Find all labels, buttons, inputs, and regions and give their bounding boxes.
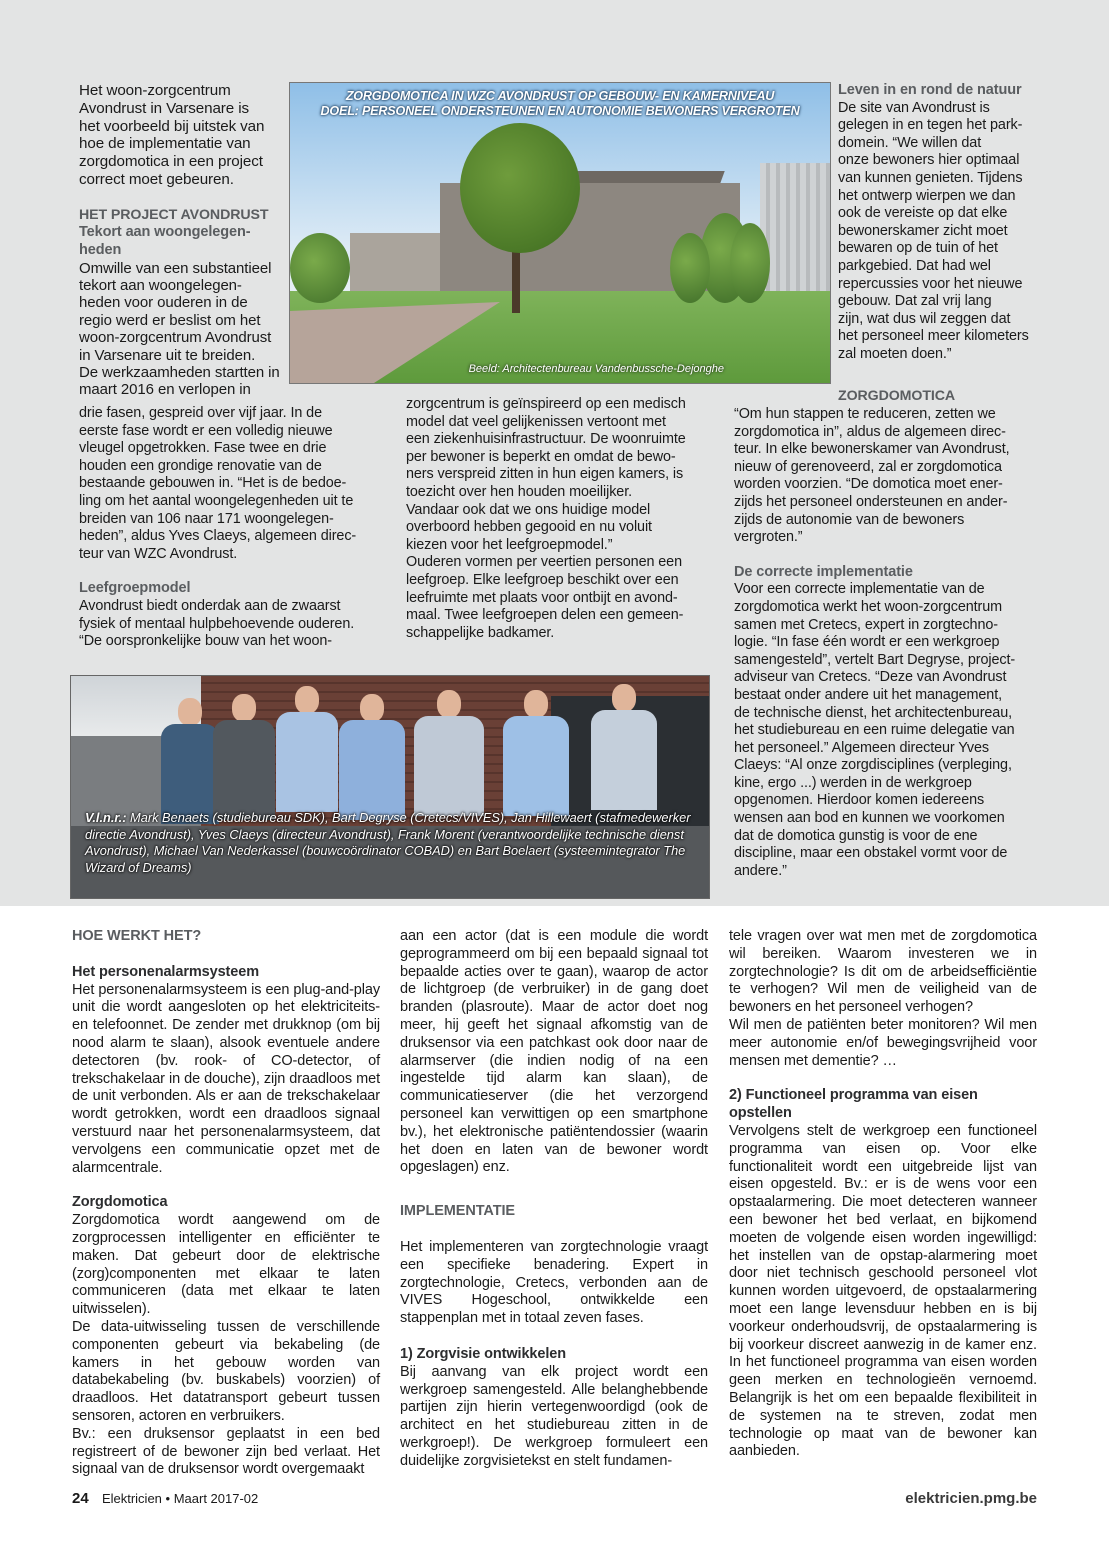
intro-paragraph-2: drie fasen, gespreid over vijf jaar. In de eerste fase wordt er een volledig nieuwe vleugel opgetrokken. Fase twee en drie houden een grondige renovatie van de bestaande gebouwen in. “Het is de bedoe- ling om het aantal woongelegenheden uit te breiden van 106 naar 171 woongelegen- heden”, aldus Yves Claeys, algemeen direc- teur van WZC Avondrust. Leefgroepmodel Avondrust biedt onderdak aan de zwaarst fysiek of mentaal hulpbehoevende ouderen. “De oorspronkelijke bouw van het woon- — [79, 405, 379, 651]
middle-paragraph: zorgcentrum is geïnspireerd op een medisch model dat veel gelijkenissen vertoont met een ziekenhuisinfrastructuur. De woonruimte per bewoner is beperkt en omdat de bewo- ners verspreid zitten in hun eigen kamers, is toezicht over hen houden moeilijker. Vandaar ook dat we ons huidige model overboord hebben gegooid en nu voluit kiezen voor het leefgroepmodel.” Ouderen vormen per veertien personen een leefgroep. Elke leefgroep beschikt over een leefruimte met plaats voor ontbijt en avond- maal. Twee leefgroepen delen een gemeen- schappelijke badkamer. — [406, 396, 686, 641]
section-heading-hoe-werkt-het: HOE WERKT HET? — [72, 928, 202, 944]
photo-caption: V.l.n.r.: Mark Benaets (studiebureau SDK), Bart Degryse (Cretecs/VIVES), Jan Hillewaert (stafmedewerker directie Avondrust), Yves Claeys (directeur Avondrust), Frank Morent (verantwoordelijke technische dienst Avondrust), Michael Van Nederkassel (bouwcoördinator COBAD) en Bart Boelaert (systeemintegrator The Wizard of Dreams) — [85, 810, 691, 875]
lead-paragraph: Het woon-zorgcentrum Avondrust in Varsenare is het voorbeeld bij uitstek van hoe de implementatie van zorgdomotica in een project correct moet gebeuren. — [79, 82, 265, 188]
bottom-column-3: tele vragen over wat men met de zorgdomotica wil bereiken. Waarom investeren we in zorgtechnologie? Is dit om de arbeidsefficiëntie te verhogen? Wil men de veiligheid van de bewoners en het personeel verhogen? Wil men de patiënten beter monitoren? Wil men meer autonomie en/of bewegingsvrijheid voor mensen met dementie? … 2) Functioneel programma van eisen opstellen Vervolgens stelt de werkgroep een functioneel programma van eisen op. Voor elke functionaliteit wordt een uitgebreide lijst van eisen opgesteld. Bv.: er is de wens voor een opstaalarmering. Die moet detecteren wanneer een bewoner het bed verlaat, en bijkomend moeten de volgende eisen worden ingewilligd: het instellen van de opstap-alarmering moet door niet technisch geschoold personeel vlot kunnen worden uitgevoerd, de opstaalarmering moet een lange levensduur hebben en is bij voorkeur onderhoudsvrij, de opstaalarmering is bij voorkeur discreet aanwezig in de kamer enz. In het functioneel programma van eisen worden geen merken en technologieën vernoemd. Belangrijk is het om een bepaalde flexibiliteit in de systemen na te streven, zodat men technologie op maat van de bewoner kan aanbieden. — [729, 928, 1037, 1460]
right-column: “Om hun stappen te reduceren, zetten we zorgdomotica in”, aldus de algemeen direc- teur. In elke bewonerskamer van Avondrust, nieuw of gerenoveerd, zal er zorgdomotica worden voorzien. “De domotica moet ener- zijds het personeel ondersteunen en ander- zijds de autonomie van de bewoners vergroten.” De correcte implementatie Voor een correcte implementatie van de zorgdomotica werkt het woon-zorgcentrum samen met Cretecs, expert in zorgtechno- logie. “In fase één wordt er een werkgroep samengesteld”, vertelt Bart Degryse, project- adviseur van Cretecs. “Deze van Avondrust bestaat onder andere uit het management, de technische dienst, het architectenbureau, het studiebureau en een ruime delegatie van het personeel.” Algemeen directeur Yves Claeys: “Al onze zorgdisciplines (verpleging, kine, ergo ...) werden in de werkgroep opgenomen. Hierdoor komen iedereens wensen aan bod en kunnen we voorkomen dat de domotica gunstig is voor de ene discipline, maar een obstakel vormt voor de andere.” — [734, 406, 1034, 880]
sub-heading-functioneel: 2) Functioneel programma van eisen opstellen — [729, 1087, 978, 1122]
page-footer-left: 24 Elektricien • Maart 2017-02 — [72, 1490, 259, 1507]
section-heading-implementatie: IMPLEMENTATIE — [400, 1203, 515, 1220]
intro-paragraph: Omwille van een substantieel tekort aan woongelegen- heden voor ouderen in de regio werd er beslist om het woon-zorgcentrum Avondrust in Varsenare uit te breiden. De werkzaamheden startten in maart 2016 en verlopen in — [79, 259, 280, 399]
sub-heading-implementatie: De correcte implementatie — [734, 563, 913, 580]
render-title: ZORGDOMOTICA IN WZC AVONDRUST OP GEBOUW- EN KAMERNIVEAU DOEL: PERSONEEL ONDERSTEUNEN EN AUTONOMIE BEWONERS VERGROTEN — [320, 89, 800, 118]
sub-heading-leefgroep: Leefgroepmodel — [79, 580, 191, 597]
bottom-column-2: aan een actor (dat is een module die wordt geprogrammeerd om bij een bepaald signaal tot bepaalde acties over te gaan), waarop de actor de lichtgroep (de verbruiker) in de gang doet branden (plasroute). Maar de actor doet nog meer, hij geeft het signaal afkomstig van de druksensor via een patchkast ook door naar de alarmserver (die indien nodig of na een ingestelde tijd alarm kan slaan), de communicatieserver (die het verzorgend personeel kan verwittigen op een smartphone bv.), het elektronische patiëntendossier (waarin het doen en laten van de bewoner wordt opgeslagen) enz. IMPLEMENTATIE Het implementeren van zorgtechnologie vraagt een specifieke benadering. Expert in zorgtechnologie, Cretecs, verbonden aan de VIVES Hogeschool, ontwikkelde een stappenplan met in totaal zeven fases. 1) Zorgvisie ontwikkelen Bij aanvang van elk project wordt een werkgroep samengesteld. Alle belanghebbende partijen zijn hierin vertegenwoordigd (ook de architect en het studiebureau zitten in de werkgroep!). De werkgroep formuleert een duidelijke zorgvisietekst en stelt fundamen- — [400, 928, 708, 1469]
section-heading: HET PROJECT AVONDRUST — [79, 206, 269, 223]
architectural-render — [289, 82, 831, 384]
image-credit: Beeld: Architectenbureau Vandenbussche-Dejonghe — [468, 363, 724, 375]
sub-heading: Tekort aan woongelegen- — [79, 224, 251, 241]
right-top-column: Leven in en rond de natuur De site van Avondrust is gelegen in en tegen het park- domein. “We willen dat onze bewoners hier optimaal van kunnen genieten. Tijdens het ontwerp wierpen we dan ook de vereiste op dat elke bewonerskamer zicht moet bewaren op de tuin of het parkgebied. Dat had wel repercussies voor het nieuwe gebouw. Dat zal vrij lang zijn, wat dus wil zeggen dat het personeel meer kilometers zal moeten doen.” — [838, 82, 1038, 364]
sub-heading-personenalarm: Het personenalarmsysteem — [72, 963, 259, 980]
sub-heading-natuur: Leven in en rond de natuur — [838, 82, 1022, 98]
tree-image — [460, 123, 580, 253]
issue-label: Maart 2017-02 — [173, 1491, 259, 1506]
bottom-column-1: HOE WERKT HET? Het personenalarmsysteem Het personenalarmsysteem is een plug-and-play unit die wordt aangesloten op het elektriciteits- en telefoonnet. De zender met drukknop (om bij nood alarm te slaan), alsook eventuele andere detectoren (bv. rook- of CO-detector, of trekschakelaar in de douche), zijn draadloos met de unit verbonden. Als er aan de trekschakelaar wordt getrokken, wordt een draadloos signaal verstuurd naar het personenalarmsysteem, dat vervolgens een communicatie opzet met de alarmcentrale. Zorgdomotica Zorgdomotica wordt aangewend om de zorgprocessen intelligenter en efficiënter te maken. Dat gebeurt door de elektrische (zorg)componenten met elkaar te laten communiceren (data met elkaar te laten uitwisselen). De data-uitwisseling tussen de verschillende componenten gebeurt via bekabeling (de kamers in het gebouw worden van databekabeling (bv. buskabels) voorzien) of draadloos. Het datatransport gebeurt tussen sensoren, actoren en verbruikers. Bv.: een druksensor geplaatst in een bed registreert of de bewoner zijn bed verlaat. Het signaal van de druksensor wordt overgemaakt — [72, 928, 380, 1478]
site-url-link[interactable]: elektricien.pmg.be — [905, 1490, 1037, 1507]
group-photo — [70, 675, 710, 899]
intro-lead: Het woon-zorgcentrum Avondrust in Varsenare is het voorbeeld bij uitstek van hoe de implementatie van zorgdomotica in een project correct moet gebeuren. HET PROJECT AVONDRUST Tekort aan woongelegen- heden Omwille van een substantieel tekort aan woongelegen- heden voor ouderen in de regio werd er beslist om het woon-zorgcentrum Avondrust in Varsenare uit te breiden. De werkzaamheden startten in maart 2016 en verlopen in — [79, 82, 289, 399]
sub-heading-zorgvisie: 1) Zorgvisie ontwikkelen — [400, 1345, 567, 1362]
sub-heading-zorgdomotica: Zorgdomotica — [72, 1194, 168, 1211]
zorgdomotica-heading-box — [838, 388, 1038, 406]
magazine-name: Elektricien — [101, 1491, 162, 1506]
page-number: 24 — [72, 1490, 89, 1507]
section-heading-zorgdomotica: ZORGDOMOTICA — [838, 388, 956, 404]
